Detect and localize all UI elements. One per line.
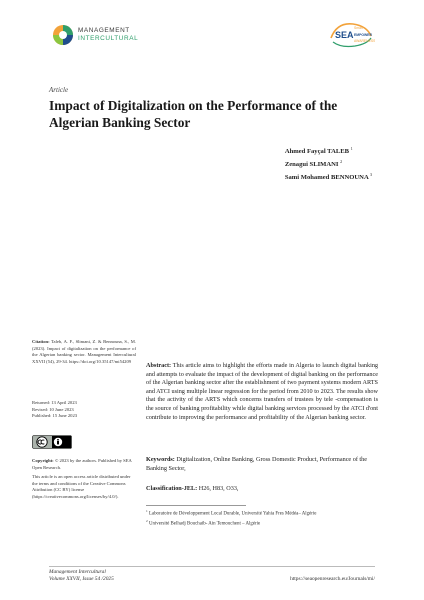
journal-logo-text bbox=[78, 27, 138, 43]
keywords-block bbox=[146, 456, 378, 473]
date-revised: Revised: 10 June 2023 bbox=[32, 406, 74, 412]
footnote-2: $^2$ Université Belhadj Bouchaib- Ain Temouchent – Algérie bbox=[146, 518, 261, 527]
management-intercultural-logo-icon bbox=[52, 24, 74, 46]
jel-label: Classification-JEL: bbox=[146, 485, 198, 492]
author-3: Sami Mohamed BENNOUNA $^3$ bbox=[284, 171, 372, 181]
citation-block bbox=[32, 339, 136, 365]
date-returned: Returned: 13 April 2023 bbox=[32, 400, 77, 405]
citation-label: Citation: bbox=[32, 339, 50, 344]
footer-issue: Volume XXVII, Issue 54 /2025 bbox=[49, 576, 114, 583]
article-title: Impact of Digitalization on the Performance of the Algerian Banking Sector bbox=[49, 98, 338, 130]
sea-logo-tag1: Smart bbox=[354, 26, 364, 30]
copyright-text: © 2023 by the authors. Published by SEA Open Research. bbox=[32, 458, 132, 470]
author-1: Ahmed Fayçal TALEB $^1$ bbox=[284, 146, 353, 156]
jel-codes: H26, H83, O33, bbox=[198, 485, 239, 492]
sea-publisher-logo-icon bbox=[327, 18, 375, 52]
footer-url-link[interactable]: https://seaopenresearch.eu/Journals/mi/ bbox=[290, 576, 375, 582]
footnote-divider bbox=[146, 505, 246, 506]
footer-journal-info bbox=[49, 569, 114, 584]
author-2: Zenagui SLIMANI $^2$ bbox=[284, 158, 343, 168]
keywords-label: Keywords: bbox=[146, 456, 175, 463]
sea-logo-tag2: EMPOWER bbox=[354, 33, 372, 37]
publication-dates bbox=[32, 400, 136, 420]
logo-line-1: MANAGEMENT bbox=[78, 27, 130, 34]
logo-line-2: INTERCULTURAL bbox=[78, 35, 139, 42]
footnote-1: $^1$ Laboratoire de Développement Local Durable, Université Yahia Fres Médéa– Algérie bbox=[146, 509, 317, 517]
abstract-text: This article aims to highlight the efforts made in Algeria to launch digital banking and attempts to evaluate the impact of the development of digital banking on the performance of the Algerian banking sector after the establishment of two payment systems modern ARTS and ATCI using multiple linear regression for the period from 2010 to 2023. The results show that the activity of the ARTS which concerns transfers of trustees by tele -compensation is the source of banking profitability while digital banking services processed by the ATCI d'ont contribute to improving the performance and profitability of the Algerian banking sector. bbox=[146, 362, 379, 421]
page-header bbox=[0, 0, 424, 56]
keywords-text: Digitalization, Online Banking, Gross Domestic Product, Performance of the Banking Sector, bbox=[146, 456, 367, 472]
creative-commons-by-icon bbox=[32, 435, 72, 449]
date-published: Published: 15 June 2023 bbox=[32, 413, 78, 419]
sea-logo-tag3: AWARENESS bbox=[354, 39, 375, 43]
sea-logo-name: SEA bbox=[335, 30, 354, 40]
citation-text: Taleb, A. F., Slimani, Z. & Bennouna, S., M. (2023). Impact of digitalization on the performance of the Algerian banking sector. Management Intercultural XXVII (54), 29-34. https://doi.org/10.35147/mi54209 bbox=[32, 339, 136, 364]
footer-divider bbox=[49, 566, 375, 567]
author-list bbox=[285, 144, 372, 182]
license-text: This article is an open access article distributed under the terms and conditions of the Creative Commons Attribution (CC BY) license (https://creativecommons.org/licenses/by/4.0/). bbox=[32, 474, 131, 499]
copyright-label: Copyright: bbox=[32, 458, 54, 463]
jel-classification bbox=[146, 485, 378, 494]
abstract-block bbox=[146, 362, 378, 422]
footnotes bbox=[146, 508, 386, 527]
copyright-block bbox=[32, 458, 136, 501]
abstract-label: Abstract: bbox=[146, 362, 172, 369]
footer-journal-name: Management Intercultural bbox=[49, 569, 106, 575]
article-type-label: Article bbox=[49, 86, 69, 94]
